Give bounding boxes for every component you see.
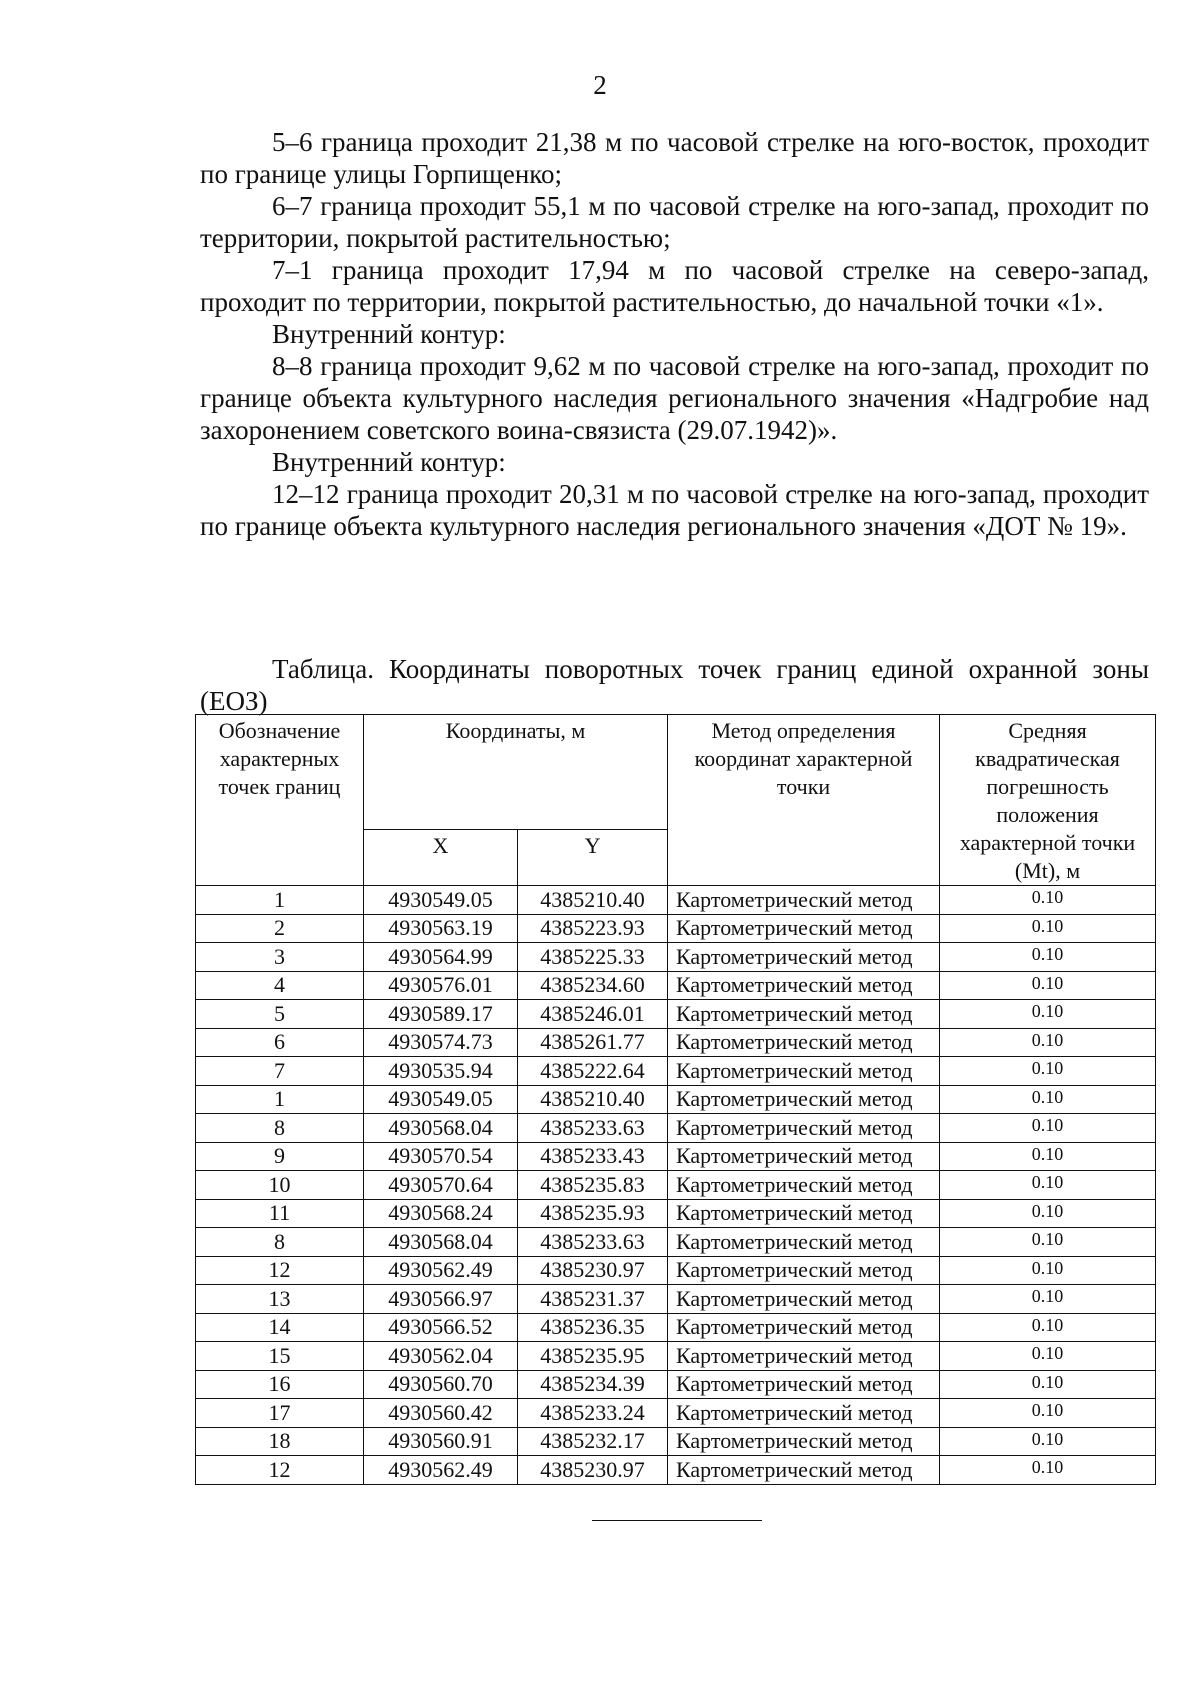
cell-point: 10 bbox=[196, 1171, 364, 1200]
cell-point: 1 bbox=[196, 1085, 364, 1114]
cell-method: Картометрический метод bbox=[668, 1171, 940, 1200]
cell-x: 4930574.73 bbox=[364, 1028, 518, 1057]
table-row bbox=[196, 1456, 1156, 1485]
paragraph-segment-7-1: 7–1 граница проходит 17,94 м по часовой стрелке на северо-запад, проходит по территории, покрытой растительностью, до начальной точки «1». bbox=[200, 255, 1149, 317]
cell-point: 4 bbox=[196, 971, 364, 1000]
cell-y: 4385233.24 bbox=[518, 1399, 668, 1428]
table-row bbox=[196, 1427, 1156, 1456]
cell-mt: 0.10 bbox=[940, 1085, 1156, 1114]
cell-y: 4385261.77 bbox=[518, 1028, 668, 1057]
cell-method: Картометрический метод bbox=[668, 1199, 940, 1228]
table-row bbox=[196, 1000, 1156, 1029]
cell-x: 4930562.49 bbox=[364, 1456, 518, 1485]
cell-mt: 0.10 bbox=[940, 943, 1156, 972]
table-row bbox=[196, 1114, 1156, 1143]
cell-y: 4385232.17 bbox=[518, 1427, 668, 1456]
cell-mt: 0.10 bbox=[940, 1342, 1156, 1371]
cell-method: Картометрический метод bbox=[668, 971, 940, 1000]
header-error: Средняя квадратическая погрешность положения характерной точки (Mt), м bbox=[940, 715, 1156, 886]
cell-y: 4385236.35 bbox=[518, 1313, 668, 1342]
paragraph-segment-5-6: 5–6 граница проходит 21,38 м по часовой стрелке на юго-восток, проходит по границе улицы Горпищенко; bbox=[200, 127, 1149, 189]
cell-method: Картометрический метод bbox=[668, 1256, 940, 1285]
cell-x: 4930549.05 bbox=[364, 1085, 518, 1114]
end-rule bbox=[592, 1520, 762, 1521]
table-row bbox=[196, 1313, 1156, 1342]
cell-mt: 0.10 bbox=[940, 914, 1156, 943]
cell-method: Картометрический метод bbox=[668, 886, 940, 915]
header-x: X bbox=[364, 829, 518, 885]
cell-mt: 0.10 bbox=[940, 1370, 1156, 1399]
cell-mt: 0.10 bbox=[940, 1256, 1156, 1285]
cell-method: Картометрический метод bbox=[668, 1228, 940, 1257]
document-body bbox=[200, 126, 1149, 542]
cell-point: 18 bbox=[196, 1427, 364, 1456]
cell-y: 4385235.93 bbox=[518, 1199, 668, 1228]
cell-x: 4930566.97 bbox=[364, 1285, 518, 1314]
table-row bbox=[196, 1028, 1156, 1057]
table-row bbox=[196, 886, 1156, 915]
cell-x: 4930562.49 bbox=[364, 1256, 518, 1285]
cell-mt: 0.10 bbox=[940, 1000, 1156, 1029]
header-point: Обозначение характерных точек границ bbox=[196, 715, 364, 886]
cell-mt: 0.10 bbox=[940, 1285, 1156, 1314]
cell-method: Картометрический метод bbox=[668, 1028, 940, 1057]
table-row bbox=[196, 1057, 1156, 1086]
cell-point: 13 bbox=[196, 1285, 364, 1314]
paragraph-segment-12-12: 12–12 граница проходит 20,31 м по часовой стрелке на юго-запад, проходит по границе объекта культурного наследия регионального значения «ДОТ № 19». bbox=[200, 479, 1149, 541]
cell-method: Картометрический метод bbox=[668, 1057, 940, 1086]
cell-x: 4930568.04 bbox=[364, 1228, 518, 1257]
cell-point: 17 bbox=[196, 1399, 364, 1428]
header-coordinates: Координаты, м bbox=[364, 715, 668, 830]
cell-mt: 0.10 bbox=[940, 1114, 1156, 1143]
cell-method: Картометрический метод bbox=[668, 1456, 940, 1485]
paragraph-segment-8-8: 8–8 граница проходит 9,62 м по часовой стрелке на юго-запад, проходит по границе объекта культурного наследия регионального значения «Надгробие над захоронением советского воина-связиста (29.07.1942)». bbox=[200, 351, 1149, 445]
cell-point: 5 bbox=[196, 1000, 364, 1029]
cell-y: 4385234.39 bbox=[518, 1370, 668, 1399]
cell-mt: 0.10 bbox=[940, 1313, 1156, 1342]
cell-x: 4930560.42 bbox=[364, 1399, 518, 1428]
cell-y: 4385210.40 bbox=[518, 886, 668, 915]
cell-y: 4385246.01 bbox=[518, 1000, 668, 1029]
table-caption: Таблица. Координаты поворотных точек границ единой охранной зоны (ЕОЗ) bbox=[200, 654, 1149, 716]
cell-point: 14 bbox=[196, 1313, 364, 1342]
cell-x: 4930563.19 bbox=[364, 914, 518, 943]
cell-y: 4385210.40 bbox=[518, 1085, 668, 1114]
cell-method: Картометрический метод bbox=[668, 943, 940, 972]
cell-mt: 0.10 bbox=[940, 1456, 1156, 1485]
cell-x: 4930568.04 bbox=[364, 1114, 518, 1143]
cell-point: 8 bbox=[196, 1114, 364, 1143]
cell-point: 15 bbox=[196, 1342, 364, 1371]
cell-y: 4385231.37 bbox=[518, 1285, 668, 1314]
cell-method: Картометрический метод bbox=[668, 914, 940, 943]
cell-mt: 0.10 bbox=[940, 1057, 1156, 1086]
cell-y: 4385230.97 bbox=[518, 1256, 668, 1285]
cell-method: Картометрический метод bbox=[668, 1342, 940, 1371]
header-method: Метод определения координат характерной точки bbox=[668, 715, 940, 886]
cell-mt: 0.10 bbox=[940, 1228, 1156, 1257]
table-row bbox=[196, 1199, 1156, 1228]
cell-point: 12 bbox=[196, 1256, 364, 1285]
cell-method: Картометрический метод bbox=[668, 1313, 940, 1342]
cell-point: 12 bbox=[196, 1456, 364, 1485]
cell-y: 4385223.93 bbox=[518, 914, 668, 943]
cell-x: 4930566.52 bbox=[364, 1313, 518, 1342]
cell-point: 11 bbox=[196, 1199, 364, 1228]
cell-x: 4930560.91 bbox=[364, 1427, 518, 1456]
cell-x: 4930576.01 bbox=[364, 971, 518, 1000]
cell-point: 7 bbox=[196, 1057, 364, 1086]
cell-method: Картометрический метод bbox=[668, 1370, 940, 1399]
table-row bbox=[196, 1370, 1156, 1399]
header-y: Y bbox=[518, 829, 668, 885]
cell-x: 4930589.17 bbox=[364, 1000, 518, 1029]
inner-contour-heading: Внутренний контур: bbox=[272, 447, 506, 477]
cell-mt: 0.10 bbox=[940, 1199, 1156, 1228]
cell-point: 3 bbox=[196, 943, 364, 972]
table-row bbox=[196, 1285, 1156, 1314]
cell-mt: 0.10 bbox=[940, 1142, 1156, 1171]
cell-point: 1 bbox=[196, 886, 364, 915]
table-body bbox=[196, 886, 1156, 1485]
cell-method: Картометрический метод bbox=[668, 1285, 940, 1314]
cell-y: 4385230.97 bbox=[518, 1456, 668, 1485]
table-row bbox=[196, 914, 1156, 943]
cell-mt: 0.10 bbox=[940, 1399, 1156, 1428]
cell-y: 4385233.63 bbox=[518, 1114, 668, 1143]
cell-mt: 0.10 bbox=[940, 886, 1156, 915]
table-row bbox=[196, 1085, 1156, 1114]
cell-y: 4385233.63 bbox=[518, 1228, 668, 1257]
paragraph-segment-6-7: 6–7 граница проходит 55,1 м по часовой стрелке на юго-запад, проходит по территории, покрытой растительностью; bbox=[200, 191, 1149, 253]
inner-contour-heading: Внутренний контур: bbox=[272, 319, 506, 349]
cell-method: Картометрический метод bbox=[668, 1399, 940, 1428]
cell-x: 4930568.24 bbox=[364, 1199, 518, 1228]
cell-x: 4930535.94 bbox=[364, 1057, 518, 1086]
page-number: 2 bbox=[593, 70, 607, 100]
cell-method: Картометрический метод bbox=[668, 1085, 940, 1114]
cell-point: 16 bbox=[196, 1370, 364, 1399]
cell-y: 4385235.95 bbox=[518, 1342, 668, 1371]
cell-y: 4385225.33 bbox=[518, 943, 668, 972]
cell-method: Картометрический метод bbox=[668, 1427, 940, 1456]
coordinates-table bbox=[195, 714, 1156, 1485]
cell-point: 8 bbox=[196, 1228, 364, 1257]
cell-mt: 0.10 bbox=[940, 1028, 1156, 1057]
table-row bbox=[196, 1171, 1156, 1200]
cell-point: 2 bbox=[196, 914, 364, 943]
cell-point: 6 bbox=[196, 1028, 364, 1057]
table-row bbox=[196, 1342, 1156, 1371]
table-row bbox=[196, 1228, 1156, 1257]
cell-point: 9 bbox=[196, 1142, 364, 1171]
cell-x: 4930564.99 bbox=[364, 943, 518, 972]
cell-y: 4385234.60 bbox=[518, 971, 668, 1000]
cell-x: 4930560.70 bbox=[364, 1370, 518, 1399]
table-row bbox=[196, 1399, 1156, 1428]
cell-mt: 0.10 bbox=[940, 1427, 1156, 1456]
cell-mt: 0.10 bbox=[940, 1171, 1156, 1200]
cell-mt: 0.10 bbox=[940, 971, 1156, 1000]
cell-y: 4385233.43 bbox=[518, 1142, 668, 1171]
table-row bbox=[196, 971, 1156, 1000]
cell-x: 4930570.64 bbox=[364, 1171, 518, 1200]
cell-method: Картометрический метод bbox=[668, 1114, 940, 1143]
cell-y: 4385235.83 bbox=[518, 1171, 668, 1200]
table-row bbox=[196, 1142, 1156, 1171]
table-row bbox=[196, 943, 1156, 972]
cell-x: 4930562.04 bbox=[364, 1342, 518, 1371]
cell-x: 4930570.54 bbox=[364, 1142, 518, 1171]
cell-y: 4385222.64 bbox=[518, 1057, 668, 1086]
cell-method: Картометрический метод bbox=[668, 1000, 940, 1029]
cell-method: Картометрический метод bbox=[668, 1142, 940, 1171]
table-row bbox=[196, 1256, 1156, 1285]
cell-x: 4930549.05 bbox=[364, 886, 518, 915]
